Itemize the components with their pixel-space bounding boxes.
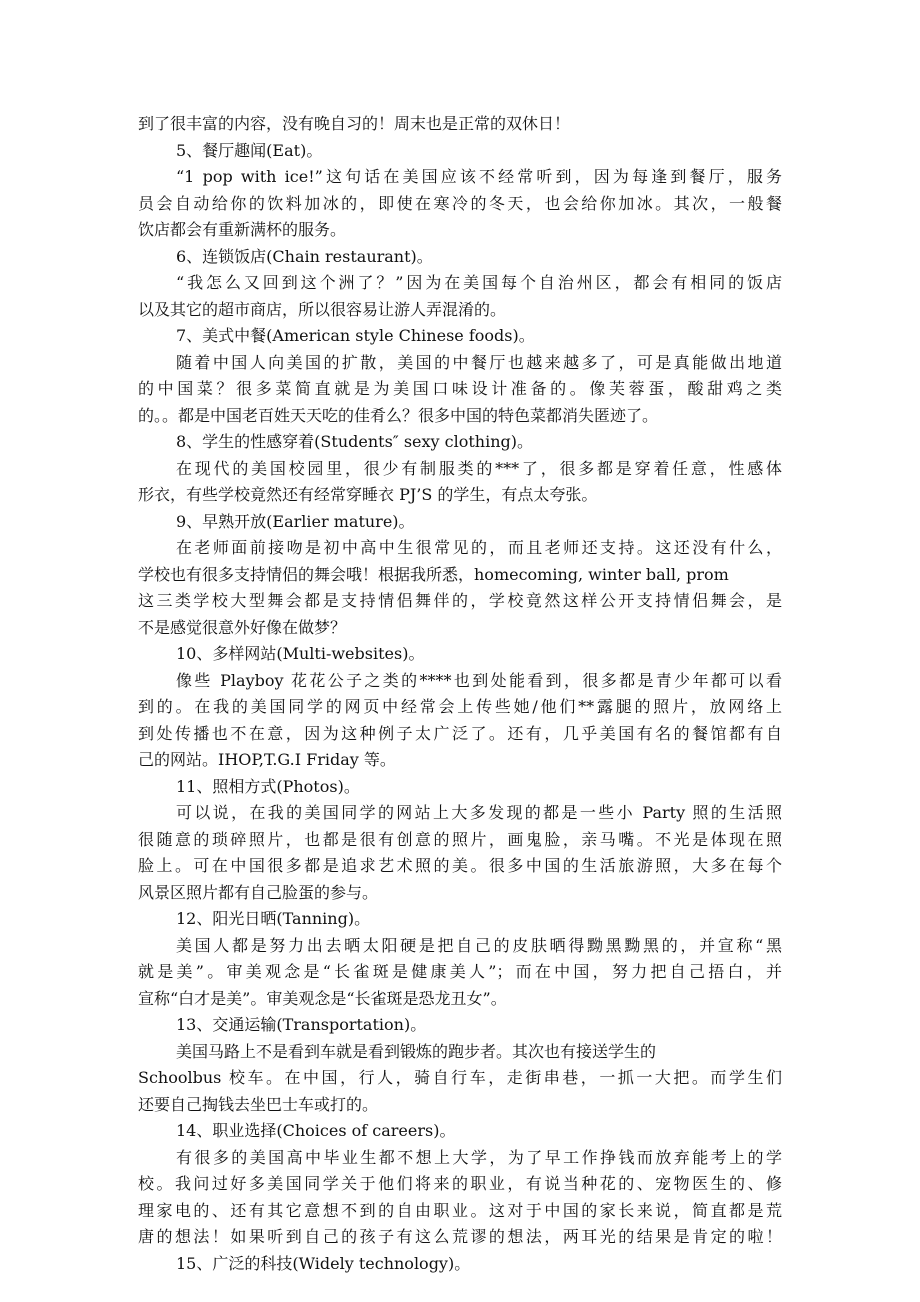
- text-line: 不是感觉很意外好像在做梦？: [138, 617, 347, 637]
- text-line: “我怎么又回到这个洲了？”因为在美国每个自治州区，都会有相同的饭店: [176, 273, 782, 292]
- text-line: 7、美式中餐(American style Chinese foods)。: [176, 326, 535, 345]
- text-line: 宣称“白才是美”。审美观念是“长雀斑是恐龙丑女”。: [138, 988, 507, 1008]
- text-line: 这三类学校大型舞会都是支持情侣舞伴的，学校竟然这样公开支持情侣舞会，是: [138, 591, 782, 610]
- text-line: 11、照相方式(Photos)。: [176, 776, 360, 796]
- text-line: 脸上。可在中国很多都是追求艺术照的美。很多中国的生活旅游照，大多在每个: [138, 856, 782, 875]
- text-line: 到处传播也不在意，因为这种例子太广泛了。还有，几乎美国有名的餐馆都有自: [138, 723, 782, 743]
- text-line: 就是美”。审美观念是“长雀斑是健康美人”；而在中国，努力把自己捂白，并: [138, 962, 782, 981]
- text-line: 可以说，在我的美国同学的网站上大多发现的都是一些小 Party 照的生活照: [176, 803, 782, 822]
- text-line: 随着中国人向美国的扩散，美国的中餐厅也越来越多了，可是真能做出地道: [176, 352, 782, 372]
- document-body: [138, 111, 782, 1277]
- text-line: 风景区照片都有自己脸蛋的参与。: [138, 882, 379, 902]
- text-line: 到了很丰富的内容，没有晚自习的！周末也是正常的双休日！: [138, 114, 571, 133]
- text-line: 美国马路上不是看到车就是看到锻炼的跑步者。其次也有接送学生的: [176, 1041, 657, 1061]
- text-line: 唐的想法！如果听到自己的孩子有这么荒谬的想法，两耳光的结果是肯定的啦！: [138, 1227, 782, 1246]
- text-line: 以及其它的超市商店，所以很容易让游人弄混淆的。: [138, 299, 507, 319]
- text-line: 饮店都会有重新满杯的服务。: [138, 220, 347, 239]
- text-line: 14、职业选择(Choices of careers)。: [176, 1121, 456, 1140]
- text-line: “1 pop with ice!”这句话在美国应该不经常听到，因为每逢到餐厅，服务: [176, 167, 782, 186]
- text-line: 很随意的琐碎照片，也都是很有创意的照片，画鬼脸，亲马嘴。不光是体现在照: [138, 829, 782, 849]
- text-line: 的。。都是中国老百姓天天吃的佳肴么？很多中国的特色菜都消失匿迹了。: [138, 405, 659, 425]
- text-line: 9、早熟开放(Earlier mature)。: [176, 511, 415, 531]
- text-line: 有很多的美国高中毕业生都不想上大学，为了早工作挣钱而放弃能考上的学: [176, 1147, 782, 1167]
- text-line: 10、多样网站(Multi-websites)。: [176, 644, 425, 663]
- text-line: 15、广泛的科技(Widely technology)。: [176, 1253, 471, 1273]
- text-line: 6、连锁饭店(Chain restaurant)。: [176, 246, 433, 266]
- text-line: 像些 Playboy 花花公子之类的****也到处能看到，很多都是青少年都可以看: [176, 670, 782, 690]
- text-line: 的中国菜？很多菜简直就是为美国口味设计准备的。像芙蓉蛋，酸甜鸡之类: [138, 379, 782, 398]
- text-line: 到的。在我的美国同学的网页中经常会上传些她/他们**露腿的照片，放网络上: [138, 697, 782, 716]
- text-line: 8、学生的性感穿着(Students″ sexy clothing)。: [176, 432, 534, 451]
- text-line: 理家电的、还有其它意想不到的自由职业。这对于中国的家长来说，简直都是荒: [138, 1200, 782, 1220]
- text-line: 5、餐厅趣闻(Eat)。: [176, 140, 323, 160]
- text-line: 学校也有很多支持情侣的舞会哦！根据我所悉，homecoming, winter ball, prom: [138, 564, 729, 584]
- text-line: 形衣，有些学校竟然还有经常穿睡衣 PJ’S 的学生，有点太夸张。: [138, 485, 598, 504]
- text-line: 己的网站。IHOP,T.G.I Friday 等。: [138, 750, 396, 769]
- text-line: 12、阳光日晒(Tanning)。: [176, 909, 371, 928]
- text-line: 还要自己掏钱去坐巴士车或打的。: [138, 1094, 379, 1114]
- text-line: 在老师面前接吻是初中高中生很常见的，而且老师还支持。这还没有什么，: [176, 538, 782, 557]
- text-line: 校。我问过好多美国同学关于他们将来的职业，有说当种花的、宠物医生的、修: [138, 1174, 782, 1193]
- text-line: 13、交通运输(Transportation)。: [176, 1015, 427, 1034]
- text-line: 员会自动给你的饮料加冰的，即使在寒冷的冬天，也会给你加冰。其次，一般餐: [138, 193, 782, 213]
- text-line: Schoolbus 校车。在中国，行人，骑自行车，走街串巷，一抓一大把。而学生们: [138, 1068, 782, 1087]
- text-line: 在现代的美国校园里，很少有制服类的***了，很多都是穿着任意，性感体: [176, 458, 782, 478]
- text-line: 美国人都是努力出去晒太阳硬是把自己的皮肤晒得黝黑黝黑的，并宣称“黑: [176, 935, 782, 955]
